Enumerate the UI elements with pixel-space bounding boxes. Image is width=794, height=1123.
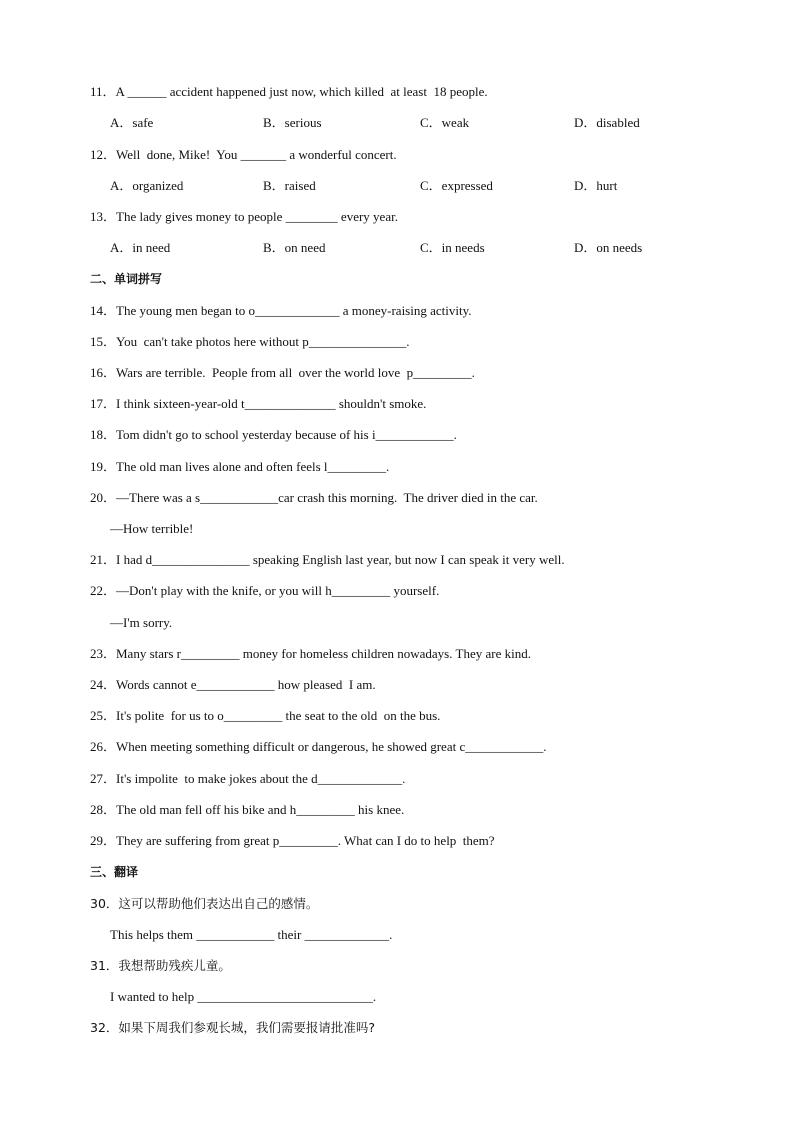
question-18: 18．Tom didn't go to school yesterday because of his i____________.	[90, 427, 457, 442]
question-30: 30．这可以帮助他们表达出自己的感情。	[90, 896, 319, 911]
question-32: 32．如果下周我们参观长城，我们需要报请批准吗?	[90, 1020, 376, 1035]
option-12-b: B．raised	[263, 178, 316, 193]
question-15: 15．You can't take photos here without p_______________.	[90, 334, 410, 349]
question-24: 24．Words cannot e____________ how pleased I am.	[90, 677, 376, 692]
question-11: 11．A ______ accident happened just now, which killed at least 18 people.	[90, 84, 488, 99]
question-12: 12．Well done, Mike! You _______ a wonderful concert.	[90, 147, 397, 162]
option-11-d: D．disabled	[574, 115, 640, 130]
option-11-c: C．weak	[420, 115, 470, 130]
question-13: 13．The lady gives money to people ________ every year.	[90, 209, 398, 224]
option-13-b: B．on need	[263, 240, 326, 255]
option-12-a: A．organized	[110, 178, 184, 193]
question-23: 23．Many stars r_________ money for homeless children nowadays. They are kind.	[90, 646, 531, 661]
option-12-c: C．expressed	[420, 178, 493, 193]
question-14: 14．The young men began to o_____________ a money-raising activity.	[90, 303, 472, 318]
question-21: 21．I had d_______________ speaking English last year, but now I can speak it very well.	[90, 552, 565, 567]
option-13-d: D．on needs	[574, 240, 643, 255]
answer-31: I wanted to help ___________________________.	[110, 989, 377, 1004]
question-25: 25．It's polite for us to o_________ the seat to the old on the bus.	[90, 708, 441, 723]
question-19: 19．The old man lives alone and often feels l_________.	[90, 459, 390, 474]
question-16: 16．Wars are terrible. People from all over the world love p_________.	[90, 365, 475, 380]
option-12-d: D．hurt	[574, 178, 618, 193]
question-22-reply: —I'm sorry.	[110, 615, 173, 630]
section-heading-spelling: 二、单词拼写	[90, 272, 163, 286]
question-29: 29．They are suffering from great p_________. What can I do to help them?	[90, 833, 495, 848]
question-20-reply: —How terrible!	[110, 521, 194, 536]
option-13-c: C．in needs	[420, 240, 485, 255]
option-13-a: A．in need	[110, 240, 171, 255]
question-22: 22．—Don't play with the knife, or you will h_________ yourself.	[90, 583, 440, 598]
question-17: 17．I think sixteen-year-old t______________ shouldn't smoke.	[90, 396, 427, 411]
answer-30: This helps them ____________ their _____________.	[110, 927, 393, 942]
section-heading-translation: 三、翻译	[90, 865, 139, 879]
question-20: 20．—There was a s____________car crash this morning. The driver died in the car.	[90, 490, 538, 505]
option-11-a: A．safe	[110, 115, 154, 130]
question-28: 28．The old man fell off his bike and h_________ his knee.	[90, 802, 405, 817]
question-31: 31．我想帮助残疾儿童。	[90, 958, 231, 973]
question-27: 27．It's impolite to make jokes about the d_____________.	[90, 771, 406, 786]
question-26: 26．When meeting something difficult or dangerous, he showed great c____________.	[90, 739, 547, 754]
option-11-b: B．serious	[263, 115, 322, 130]
